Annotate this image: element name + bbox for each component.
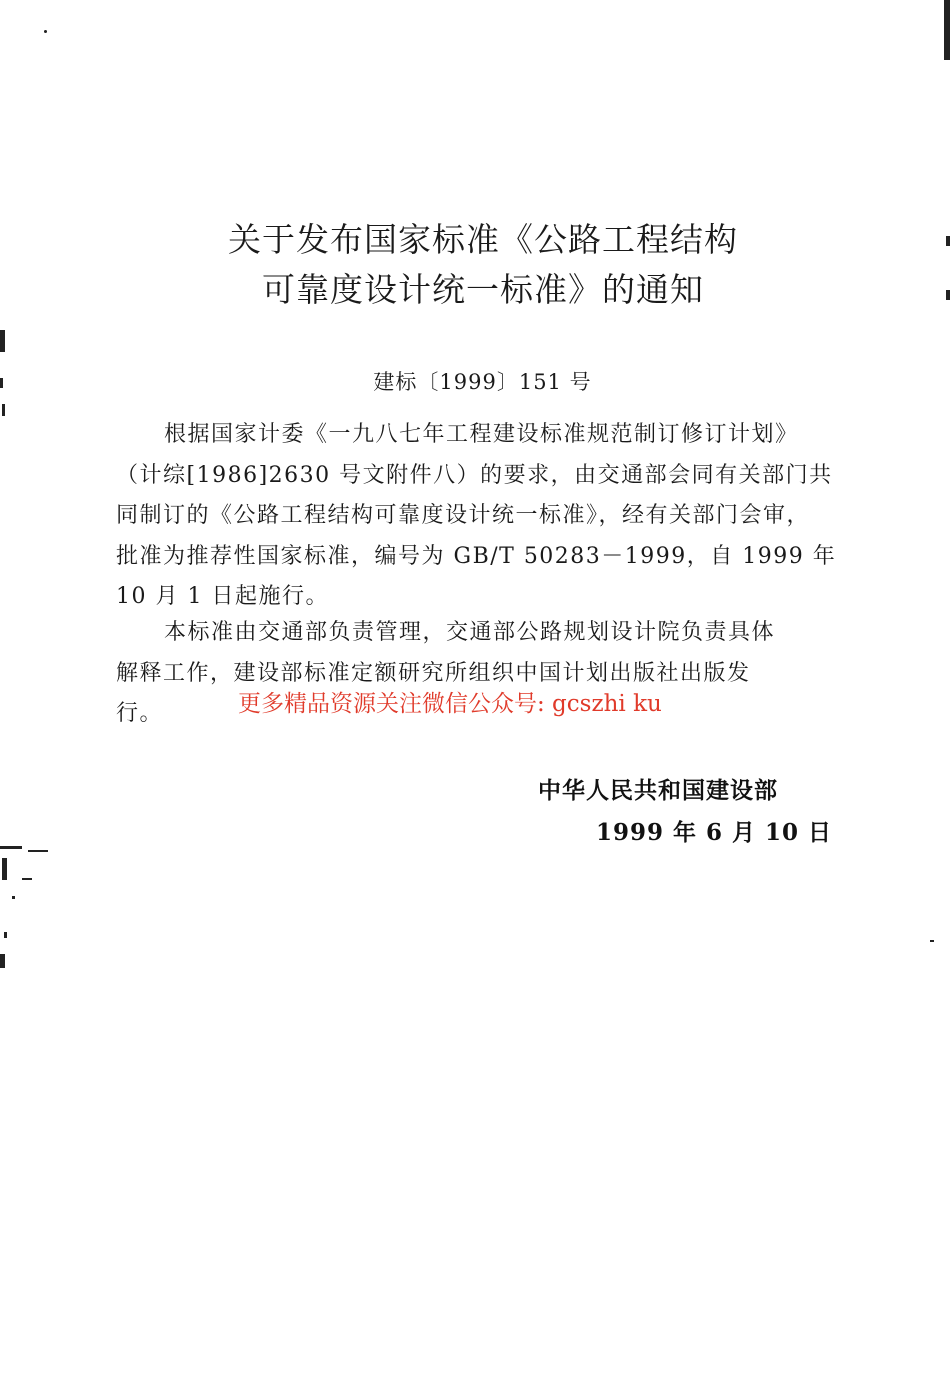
scan-speck: [930, 940, 934, 942]
paragraph-line: 10 月 1 日起施行。: [116, 584, 329, 609]
scan-speck: [12, 896, 15, 899]
paragraph-line: 解释工作，建设部标准定额研究所组织中国计划出版社出版发: [116, 660, 751, 686]
signing-organization: 中华人民共和国建设部: [538, 778, 778, 804]
scan-speck: [28, 850, 48, 852]
scan-speck: [0, 330, 5, 352]
scan-speck: [946, 290, 950, 300]
watermark-text: 更多精品资源关注微信公众号: gcszhi ku: [238, 691, 662, 717]
paragraph-1: [116, 415, 852, 618]
scan-speck: [44, 30, 47, 33]
paragraph-line: 同制订的《公路工程结构可靠度设计统一标准》，经有关部门会审，: [116, 503, 811, 528]
scan-speck: [0, 954, 5, 968]
document-number: 建标〔1999〕151 号: [373, 370, 592, 394]
paragraph-line: 本标准由交通部负责管理，交通部公路规划设计院负责具体: [164, 620, 776, 645]
paragraph-line: 根据国家计委《一九八七年工程建设标准规范制订修订计划》: [164, 422, 799, 447]
notice-title-line-1: 关于发布国家标准《公路工程结构: [228, 220, 738, 259]
notice-title-line-2: 可靠度设计统一标准》的通知: [262, 270, 704, 309]
scan-speck: [2, 858, 7, 880]
paragraph-line: 行。: [116, 701, 164, 726]
scan-speck: [4, 932, 7, 938]
scan-speck: [0, 378, 3, 388]
signing-date: 1999 年 6 月 10 日: [596, 819, 833, 846]
scan-speck: [2, 404, 5, 416]
scan-speck: [944, 0, 950, 60]
scan-speck: [946, 236, 950, 246]
paragraph-line: 批准为推荐性国家标准，编号为 GB/T 50283－1999，自 1999 年: [116, 543, 837, 569]
paragraph-line: （计综[1986]2630 号文附件八）的要求，由交通部会同有关部门共: [116, 462, 833, 488]
scan-speck: [22, 878, 32, 880]
scan-speck: [0, 846, 22, 849]
